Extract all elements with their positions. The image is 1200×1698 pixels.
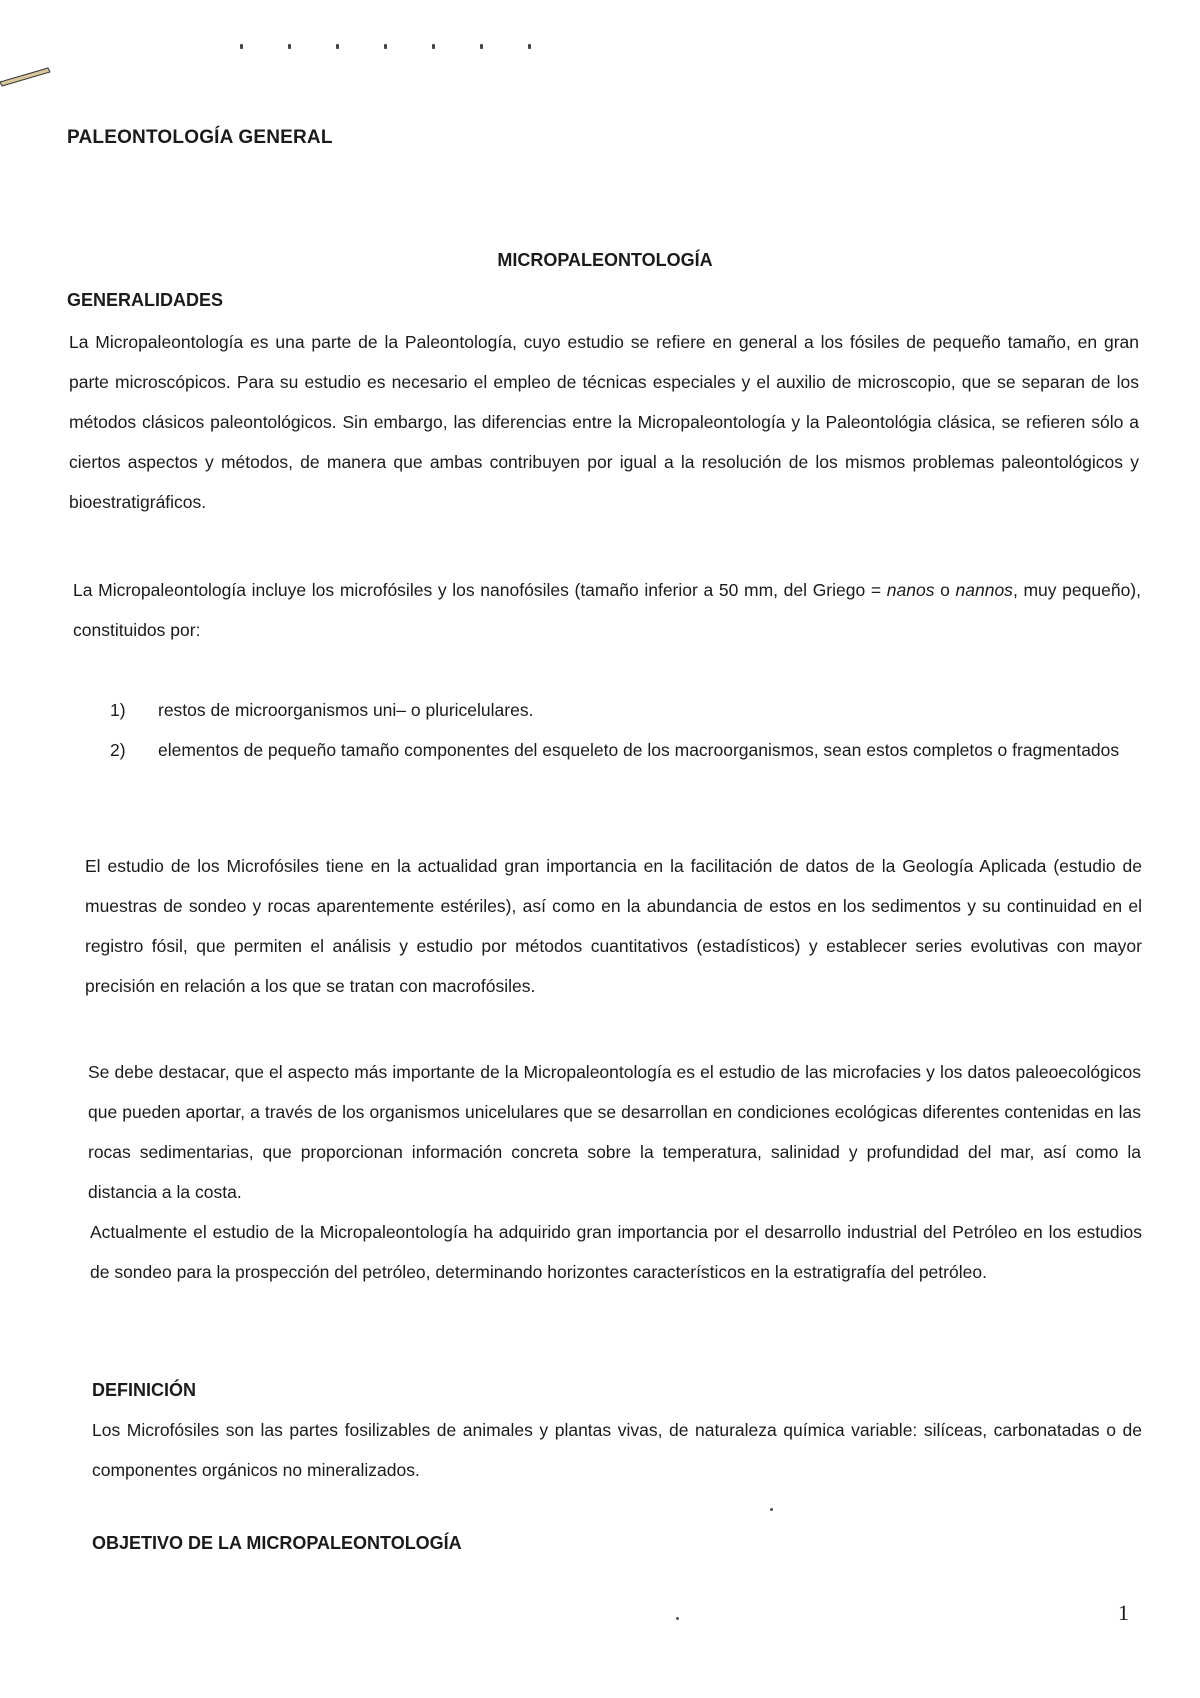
scan-speck [288, 44, 291, 49]
paragraph-text: La Micropaleontología incluye los microfósiles y los nanofósiles (tamaño inferior a 50 mm, del Griego = [73, 580, 887, 600]
scan-speck [770, 1508, 773, 1511]
scan-dots [240, 40, 600, 52]
italic-term-nanos: nanos [886, 580, 935, 600]
paragraph-generalidades-2 [73, 570, 1141, 650]
list-item-number: 1) [110, 700, 126, 720]
italic-term-nannos: nannos [955, 580, 1013, 600]
section-heading-objetivo: OBJETIVO DE LA MICROPALEONTOLOGÍA [92, 1533, 462, 1553]
page-number: 1 [1118, 1600, 1129, 1625]
scan-speck [528, 44, 531, 49]
paragraph-generalidades-5 [90, 1212, 1142, 1292]
scan-speck [676, 1617, 679, 1620]
paragraph-generalidades-3 [85, 846, 1142, 1006]
section-heading-definicion: DEFINICIÓN [92, 1380, 197, 1400]
section-heading-generalidades: GENERALIDADES [67, 290, 224, 310]
paragraph-text: o [934, 580, 956, 600]
list-item-text: elementos de pequeño tamaño componentes del esqueleto de los macroorganismos, sean estos completos o fragmentados [158, 740, 1120, 760]
header-title: PALEONTOLOGÍA GENERAL [67, 127, 333, 148]
paragraph-generalidades-1 [69, 322, 1139, 522]
scan-speck [240, 44, 243, 49]
document-title: MICROPALEONTOLOGÍA [497, 250, 713, 270]
scan-speck [384, 44, 387, 49]
scan-speck [432, 44, 435, 49]
list-item [110, 690, 1140, 730]
paragraph-text: La Micropaleontología es una parte de la Paleontología, cuyo estudio se refiere en general a los fósiles de pequeño tamaño, en gran parte microscópicos. Para su estudio es necesario el empleo de técnicas especiales y el auxilio de microscopio, que se separan de los métodos clásicos paleontológicos. Sin embargo, las diferencias entre la Micropaleontología y la Paleontológia clásica, se refieren sólo a ciertos aspectos y métodos, de manera que ambas contribuyen por igual a la resolución de los mismos problemas paleontológicos y bioestratigráficos. [69, 332, 1139, 512]
list-item-text: restos de microorganismos uni– o pluricelulares. [158, 700, 534, 720]
paragraph-text: , muy pequeño), constituidos por: [73, 580, 1141, 640]
paragraph-text: Actualmente el estudio de la Micropaleontología ha adquirido gran importancia por el desarrollo industrial del Petróleo en los estudios de sondeo para la prospección del petróleo, determinando horizontes característicos en la estratigrafía del petróleo. [90, 1222, 1142, 1282]
paragraph-generalidades-4 [88, 1052, 1141, 1212]
constituents-list [110, 690, 1140, 770]
list-item [110, 730, 1140, 770]
pen-mark-icon [0, 60, 55, 100]
paragraph-text: El estudio de los Microfósiles tiene en la actualidad gran importancia en la facilitación de datos de la Geología Aplicada (estudio de muestras de sondeo y rocas aparentemente estériles), así como en la abundancia de estos en los sedimentos y su continuidad en el registro fósil, que permiten el análisis y estudio por métodos cuantitativos (estadísticos) y establecer series evolutivas con mayor precisión en relación a los que se tratan con macrofósiles. [85, 856, 1142, 996]
scan-speck [480, 44, 483, 49]
scan-speck [336, 44, 339, 49]
paragraph-text: Se debe destacar, que el aspecto más importante de la Micropaleontología es el estudio de las microfacies y los datos paleoecológicos que pueden aportar, a través de los organismos unicelulares que se desarrollan en condiciones ecológicas diferentes contenidas en las rocas sedimentarias, que proporcionan información concreta sobre la temperatura, salinidad y profundidad del mar, así como la distancia a la costa. [88, 1062, 1141, 1202]
list-item-number: 2) [110, 740, 126, 760]
paragraph-definicion-1 [92, 1410, 1142, 1490]
paragraph-text: Los Microfósiles son las partes fosilizables de animales y plantas vivas, de naturaleza química variable: silíceas, carbonatadas o de componentes orgánicos no mineralizados. [92, 1420, 1142, 1480]
